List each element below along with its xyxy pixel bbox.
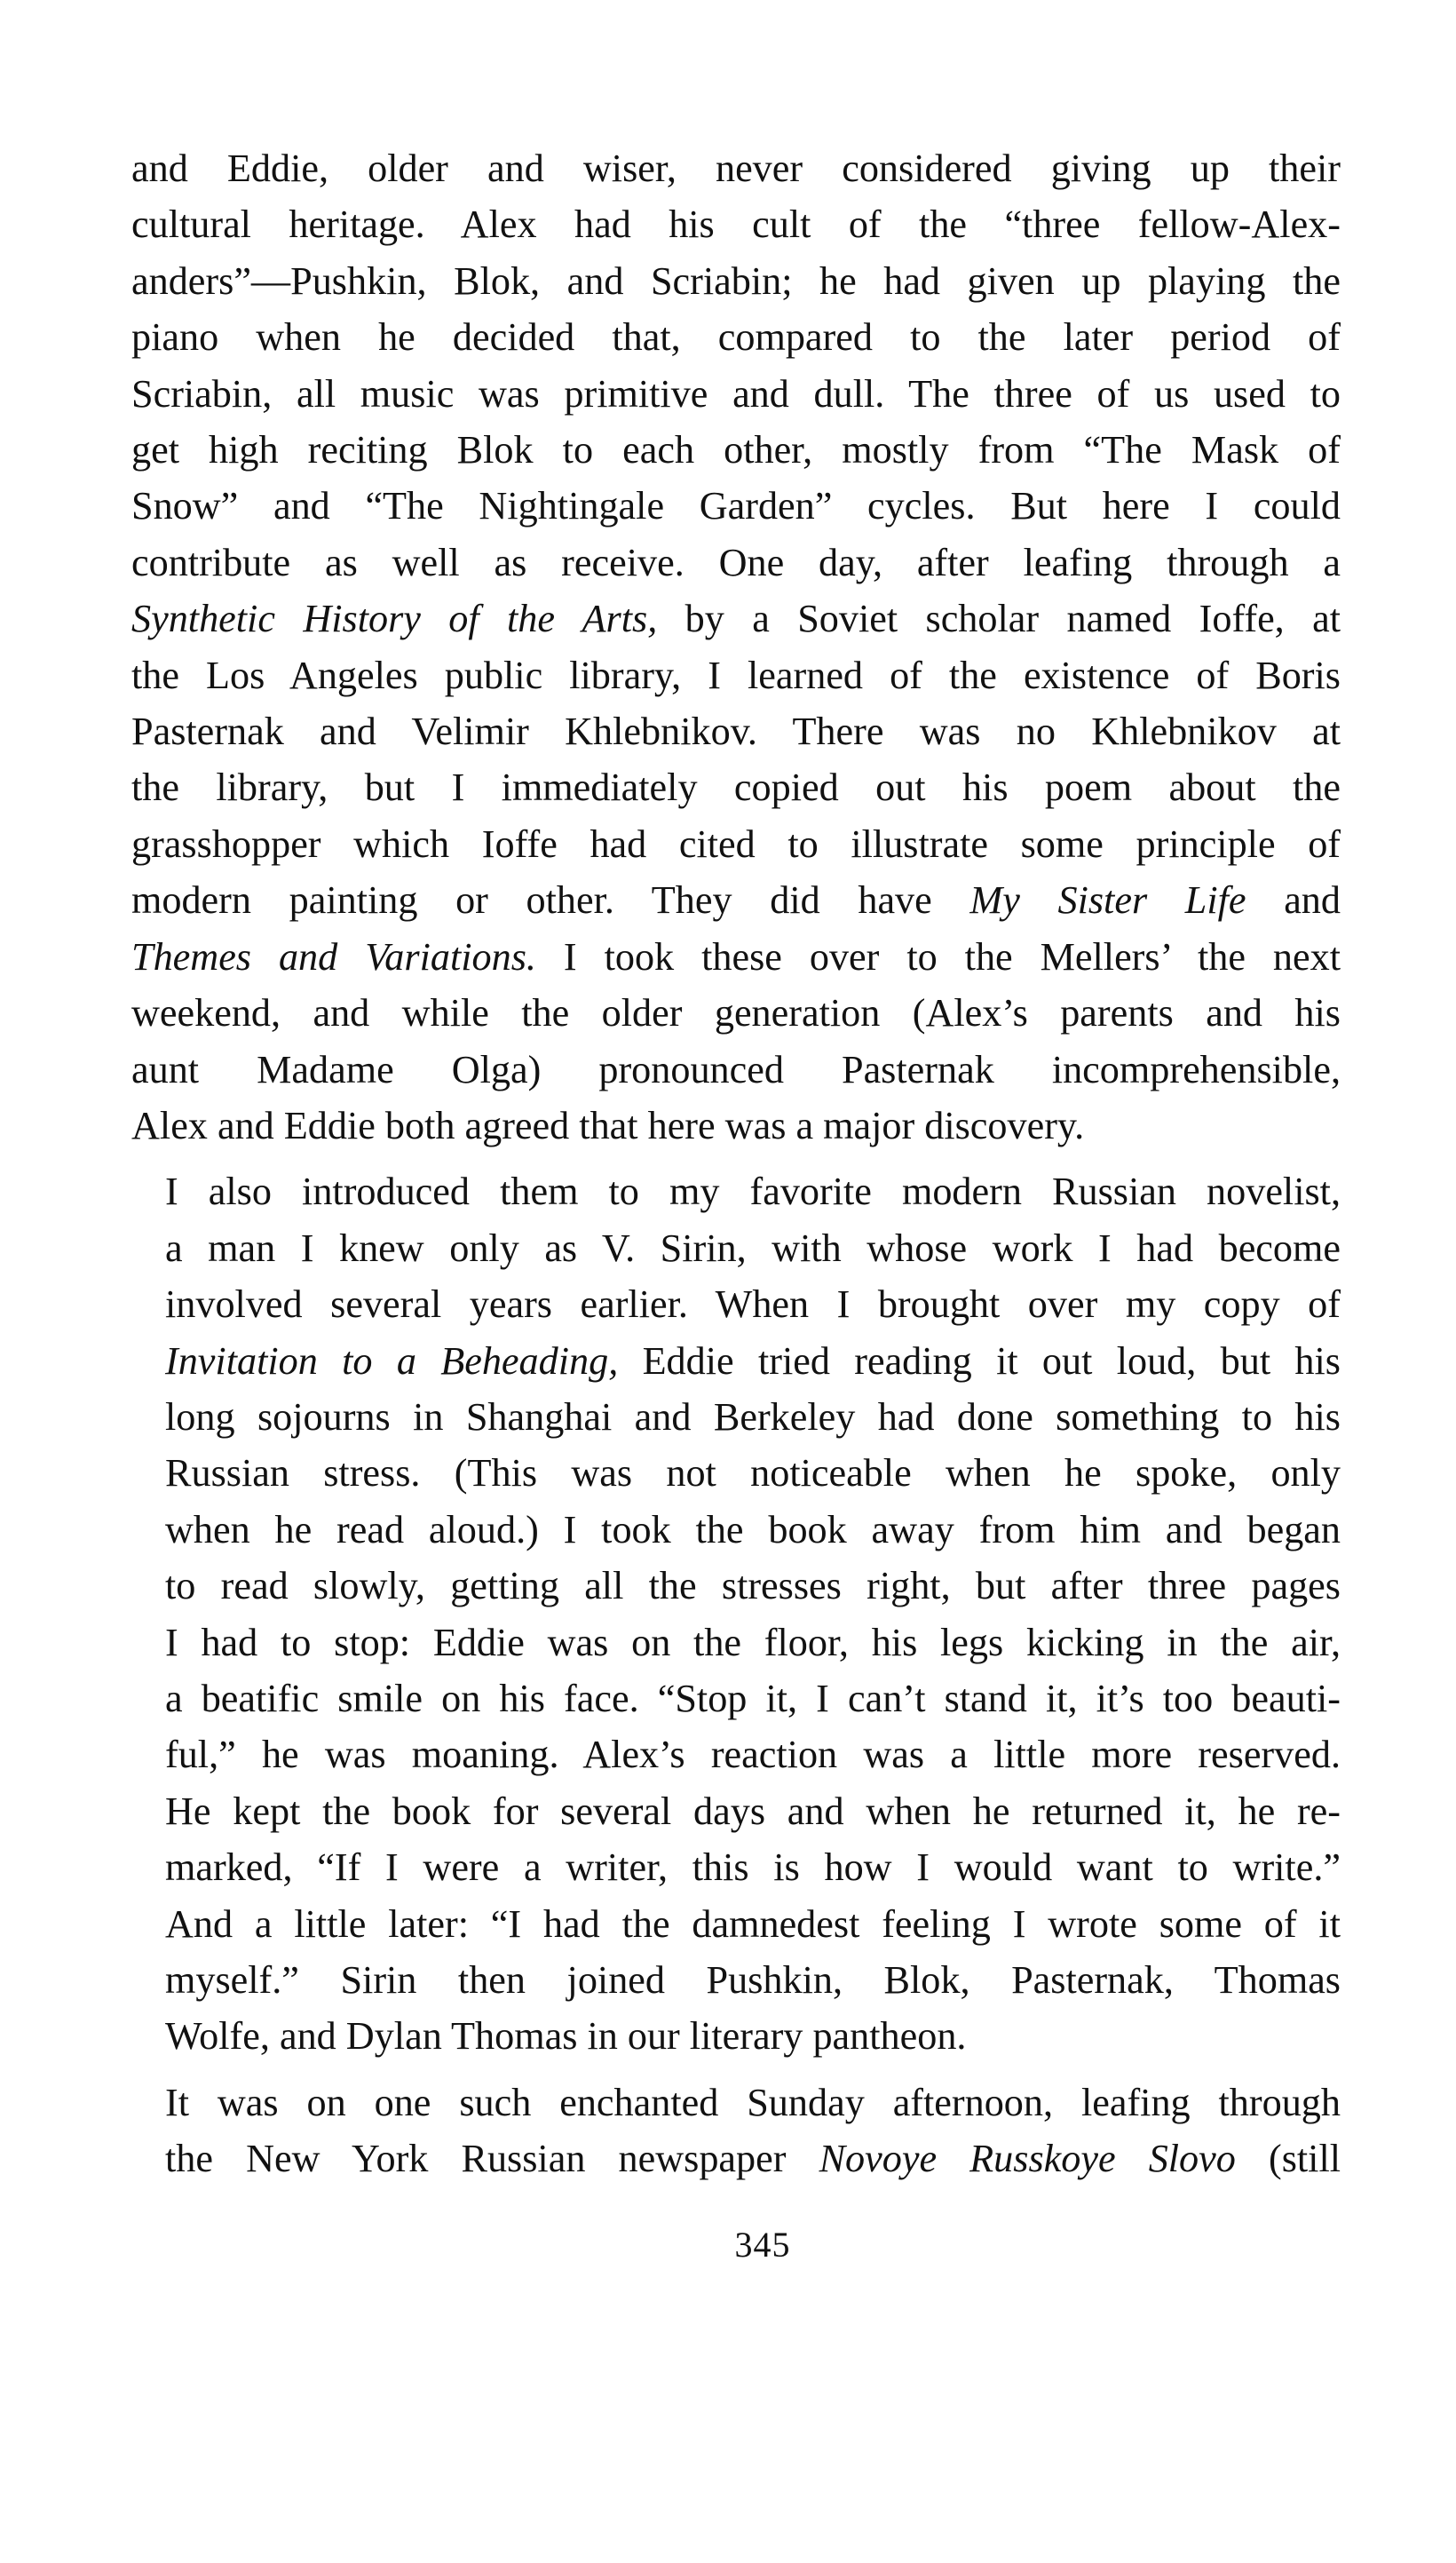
text-line: [131, 1783, 1341, 1839]
text-line: [131, 1839, 1341, 1895]
text-line: [131, 253, 1341, 309]
text-line: [131, 1163, 1341, 1219]
text-line: [131, 1333, 1341, 1389]
text-line: [131, 759, 1341, 815]
text-line: [131, 535, 1341, 591]
text-line: [131, 1726, 1341, 1782]
text-line: [131, 1952, 1341, 2008]
text-line: [131, 872, 1341, 928]
text-run: And a little later: “I had the damnedest feeling I wrote some of it: [165, 1901, 1341, 1946]
text-line: [131, 1670, 1341, 1726]
text-run: Pasternak and Velimir Khlebnikov. There was no Khlebnikov at: [131, 710, 1341, 754]
text-run: a beatific smile on his face. “Stop it, I can’t stand it, it’s too beauti-: [165, 1676, 1341, 1720]
page-number: 345: [734, 2225, 791, 2265]
text-run: long sojourns in Shanghai and Berkeley had done something to his: [165, 1394, 1341, 1439]
text-line: [131, 591, 1341, 647]
text-run: ful,” he was moaning. Alex’s reaction was a little more reserved.: [165, 1733, 1341, 1777]
text-run: and Eddie, older and wiser, never considered giving up their: [131, 147, 1341, 190]
paragraph-2: [131, 1163, 1341, 2065]
text-line: [131, 1502, 1341, 1558]
text-run: aunt Madame Olga) pronounced Pasternak incomprehensible,: [131, 1047, 1341, 1091]
text-line: [131, 1220, 1341, 1276]
text-line: [131, 1276, 1341, 1332]
paragraph-3: [131, 2075, 1341, 2187]
text-line: [131, 1445, 1341, 1501]
text-run: Alex and Eddie both agreed that here was a major discovery.: [131, 1103, 1085, 1147]
text-run: get high reciting Blok to each other, mostly from “The Mask of: [131, 428, 1341, 472]
italic-title: Synthetic History of the Arts,: [131, 597, 658, 641]
text-run: Scriabin, all music was primitive and dull. The three of us used to: [131, 371, 1341, 416]
text-run: grasshopper which Ioffe had cited to illustrate some principle of: [131, 821, 1341, 866]
text-run: Russian stress. (This was not noticeable when he spoke, only: [165, 1451, 1341, 1496]
text-run: I also introduced them to my favorite modern Russian novelist,: [165, 1170, 1341, 1214]
text-line: [131, 2075, 1341, 2131]
text-line: [131, 1896, 1341, 1952]
text-run: and: [1246, 878, 1341, 923]
text-line: [131, 196, 1341, 252]
text-run: myself.” Sirin then joined Pushkin, Blok, Pasternak, Thomas: [165, 1958, 1341, 2002]
italic-title: Novoye Russkoye Slovo: [819, 2137, 1236, 2181]
text-run: modern painting or other. They did have: [131, 878, 970, 923]
text-run: the library, but I immediately copied out his poem about the: [131, 766, 1341, 810]
text-line: [131, 647, 1341, 703]
text-run: weekend, and while the older generation (Alex’s parents and his: [131, 991, 1341, 1036]
text-line: [131, 366, 1341, 422]
text-run: Snow” and “The Nightingale Garden” cycles. But here I could: [131, 484, 1341, 528]
text-line: [131, 1042, 1341, 1098]
text-run: anders”—Pushkin, Blok, and Scriabin; he had given up playing the: [131, 258, 1341, 303]
text-line: [131, 2008, 1341, 2064]
text-run: involved several years earlier. When I brought over my copy of: [165, 1282, 1341, 1327]
italic-title: My Sister Life: [969, 878, 1246, 923]
italic-title: Invitation to a Beheading,: [165, 1338, 619, 1383]
text-line: [131, 1558, 1341, 1614]
text-line: [131, 1615, 1341, 1670]
text-run: a man I knew only as V. Sirin, with whose work I had become: [165, 1226, 1341, 1270]
text-run: the New York Russian newspaper: [165, 2137, 819, 2181]
text-run: Eddie tried reading it out loud, but his: [618, 1338, 1341, 1383]
text-run: marked, “If I were a writer, this is how I would want to write.”: [165, 1845, 1341, 1890]
text-run: to read slowly, getting all the stresses right, but after three pages: [165, 1564, 1341, 1608]
italic-title: Themes and Variations.: [131, 934, 536, 979]
paragraph-1: [131, 140, 1341, 1154]
text-run: cultural heritage. Alex had his cult of the “three fellow-Alex-: [131, 202, 1341, 247]
text-line: [131, 422, 1341, 478]
text-line: [131, 985, 1341, 1041]
text-run: I had to stop: Eddie was on the floor, his legs kicking in the air,: [165, 1620, 1341, 1664]
text-run: by a Soviet scholar named Ioffe, at: [657, 597, 1341, 641]
text-line: [131, 1098, 1341, 1154]
text-run: I took these over to the Mellers’ the next: [535, 934, 1341, 979]
text-run: Wolfe, and Dylan Thomas in our literary pantheon.: [165, 2014, 967, 2059]
text-line: [131, 2131, 1341, 2186]
text-run: He kept the book for several days and when he returned it, he re-: [165, 1789, 1341, 1833]
text-line: [131, 929, 1341, 985]
text-line: [131, 816, 1341, 872]
text-line: [131, 478, 1341, 534]
text-run: It was on one such enchanted Sunday afternoon, leafing through: [165, 2080, 1341, 2124]
text-run: when he read aloud.) I took the book away from him and began: [165, 1507, 1341, 1551]
text-line: [131, 703, 1341, 759]
text-run: contribute as well as receive. One day, after leafing through a: [131, 540, 1341, 584]
text-run: the Los Angeles public library, I learned of the existence of Boris: [131, 653, 1341, 697]
text-run: (still: [1235, 2137, 1341, 2181]
text-run: piano when he decided that, compared to the later period of: [131, 315, 1341, 360]
book-page: [131, 140, 1341, 2187]
text-line: [131, 1389, 1341, 1445]
text-line: [131, 140, 1341, 196]
text-line: [131, 309, 1341, 365]
